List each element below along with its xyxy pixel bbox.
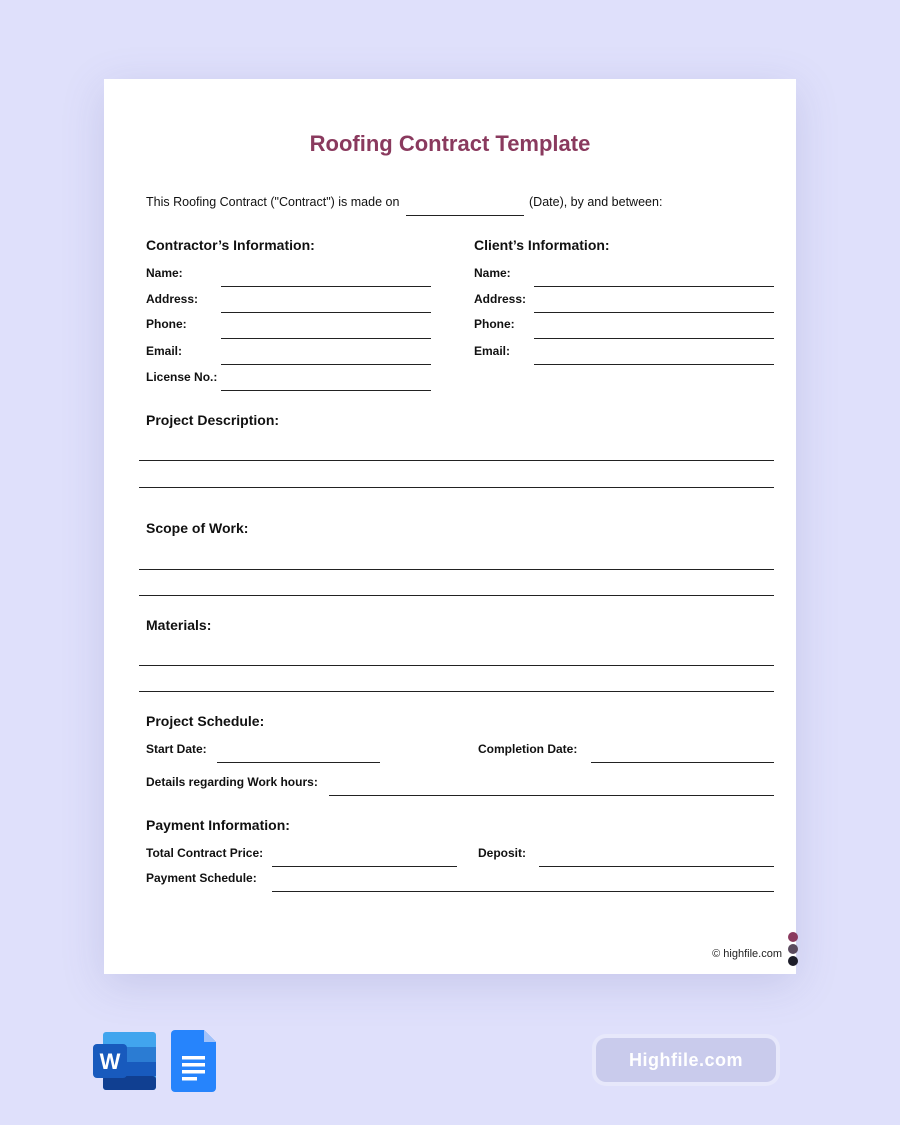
client-email-field[interactable] bbox=[534, 364, 774, 365]
contractor-address-label: Address: bbox=[146, 292, 199, 306]
scope-of-work-line-2[interactable] bbox=[139, 595, 774, 596]
start-date-label: Start Date: bbox=[146, 742, 207, 756]
deposit-field[interactable] bbox=[539, 866, 774, 867]
project-description-line-1[interactable] bbox=[139, 460, 774, 461]
work-hours-label: Details regarding Work hours: bbox=[146, 775, 318, 789]
client-name-field[interactable] bbox=[534, 286, 774, 287]
total-contract-price-field[interactable] bbox=[272, 866, 457, 867]
decorative-dots bbox=[788, 932, 798, 968]
client-address-field[interactable] bbox=[534, 312, 774, 313]
contractor-name-label: Name: bbox=[146, 266, 183, 280]
materials-line-1[interactable] bbox=[139, 665, 774, 666]
intro-text: This Roofing Contract ("Contract") is made on bbox=[146, 195, 400, 209]
client-name-label: Name: bbox=[474, 266, 511, 280]
contractor-phone-field[interactable] bbox=[221, 338, 431, 339]
project-description-line-2[interactable] bbox=[139, 487, 774, 488]
intro-tail: , by and between: bbox=[563, 195, 663, 209]
payment-schedule-field[interactable] bbox=[272, 891, 774, 892]
scope-of-work-heading: Scope of Work: bbox=[146, 520, 249, 536]
highfile-credit: © highfile.com bbox=[712, 948, 782, 960]
app-icons bbox=[93, 1030, 223, 1097]
contractor-email-label: Email: bbox=[146, 344, 183, 358]
google-docs-icon[interactable] bbox=[171, 1030, 216, 1092]
completion-date-field[interactable] bbox=[591, 762, 774, 763]
date-label: (Date) bbox=[529, 195, 564, 209]
contractor-address-field[interactable] bbox=[221, 312, 431, 313]
dot-icon bbox=[788, 932, 798, 942]
contractor-license-field[interactable] bbox=[221, 390, 431, 391]
brand-badge-label: Highfile.com bbox=[596, 1038, 776, 1082]
contractor-phone-label: Phone: bbox=[146, 317, 187, 331]
dot-icon bbox=[788, 956, 798, 966]
materials-line-2[interactable] bbox=[139, 691, 774, 692]
document-title: Roofing Contract Template bbox=[309, 131, 591, 156]
payment-schedule-label: Payment Schedule: bbox=[146, 871, 257, 885]
client-address-label: Address: bbox=[474, 292, 527, 306]
project-schedule-heading: Project Schedule: bbox=[146, 713, 265, 729]
brand-badge[interactable] bbox=[592, 1034, 780, 1086]
payment-information-heading: Payment Information: bbox=[146, 817, 290, 833]
start-date-field[interactable] bbox=[217, 762, 380, 763]
contractor-name-field[interactable] bbox=[221, 286, 431, 287]
date-field-line[interactable] bbox=[406, 215, 524, 216]
word-icon-letter: W bbox=[99, 1049, 121, 1074]
materials-heading: Materials: bbox=[146, 617, 212, 633]
project-description-heading: Project Description: bbox=[146, 412, 280, 428]
app-icons-svg bbox=[93, 1030, 223, 1092]
deposit-label: Deposit: bbox=[478, 846, 526, 860]
scope-of-work-line-1[interactable] bbox=[139, 569, 774, 570]
word-icon[interactable] bbox=[93, 1032, 156, 1090]
intro-date-text bbox=[529, 195, 662, 209]
client-email-label: Email: bbox=[474, 344, 511, 358]
contractor-heading: Contractor’s Information: bbox=[146, 237, 315, 253]
client-phone-label: Phone: bbox=[474, 317, 515, 331]
contractor-email-field[interactable] bbox=[221, 364, 431, 365]
total-contract-price-label: Total Contract Price: bbox=[146, 846, 264, 860]
client-heading: Client’s Information: bbox=[474, 237, 610, 253]
dot-icon bbox=[788, 944, 798, 954]
document-page bbox=[104, 79, 796, 974]
completion-date-label: Completion Date: bbox=[478, 742, 578, 756]
work-hours-field[interactable] bbox=[329, 795, 774, 796]
contractor-license-label: License No.: bbox=[146, 370, 218, 384]
client-phone-field[interactable] bbox=[534, 338, 774, 339]
